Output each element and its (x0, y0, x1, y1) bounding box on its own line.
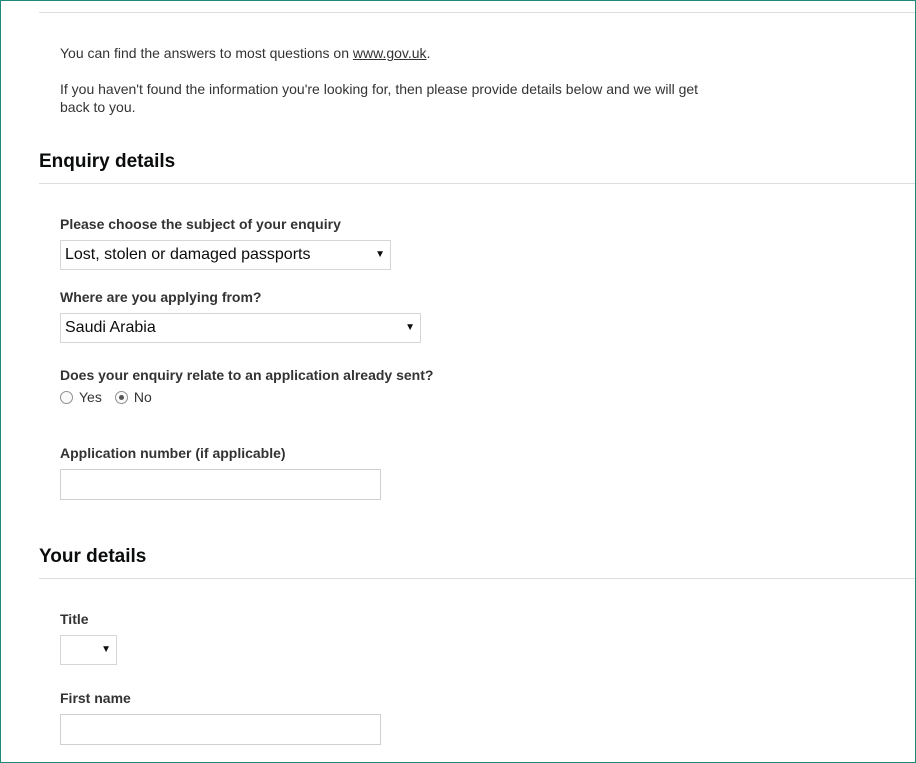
intro-text: You can find the answers to most questions on (60, 45, 353, 61)
subject-label: Please choose the subject of your enquiry (60, 216, 341, 232)
your-details-divider (39, 578, 915, 579)
radio-no[interactable] (115, 391, 128, 404)
radio-yes-label[interactable]: Yes (79, 389, 102, 405)
govuk-link[interactable]: www.gov.uk (352, 45, 427, 61)
chevron-down-icon: ▼ (405, 322, 415, 333)
chevron-down-icon: ▼ (101, 644, 111, 655)
top-divider (39, 12, 915, 13)
country-label: Where are you applying from? (60, 289, 262, 305)
intro-line-2: If you haven't found the information you're looking for, then please provide details below and we will get back to you. (60, 81, 699, 115)
first-name-label: First name (60, 690, 131, 706)
country-select-value: Saudi Arabia (65, 319, 156, 336)
radio-no-label[interactable]: No (133, 389, 152, 405)
enquiry-divider (39, 183, 915, 184)
intro-suffix: . (426, 45, 431, 61)
application-sent-label: Does your enquiry relate to an application already sent? (60, 367, 434, 383)
application-sent-radio-group (60, 388, 165, 406)
enquiry-details-heading: Enquiry details (39, 151, 176, 172)
chevron-down-icon: ▼ (375, 249, 385, 260)
subject-select[interactable] (60, 240, 391, 270)
country-select[interactable] (60, 313, 421, 343)
intro-line-1 (60, 44, 430, 62)
title-label: Title (60, 611, 89, 627)
radio-yes[interactable] (60, 391, 73, 404)
application-number-input[interactable] (60, 469, 381, 500)
application-number-label: Application number (if applicable) (60, 445, 286, 461)
your-details-heading: Your details (39, 546, 147, 567)
title-select[interactable] (60, 635, 117, 665)
first-name-input[interactable] (60, 714, 381, 745)
subject-select-value: Lost, stolen or damaged passports (65, 246, 311, 263)
